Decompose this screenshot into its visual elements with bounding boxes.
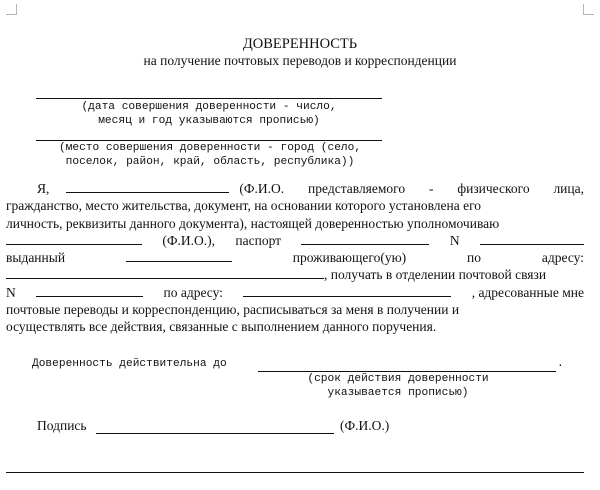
issued-by-blank — [126, 249, 232, 262]
date-caption: (дата совершения доверенности - число, месяц и год указываются прописью) — [81, 101, 337, 127]
signature-fio: (Ф.И.О.) — [340, 418, 390, 433]
paragraph-line: Я, (Ф.И.О. представляемого - физического лица, — [37, 181, 584, 196]
page-corner-mark — [6, 4, 17, 15]
validity-period: . — [557, 358, 564, 370]
represented-fio-blank — [66, 180, 229, 193]
signature-blank-line — [96, 433, 334, 434]
document-subtitle: на получение почтовых переводов и корреспонденции — [143, 53, 457, 68]
paragraph-line: , получать в отделении почтовой связи — [6, 266, 584, 283]
post-office-address-blank — [243, 284, 451, 297]
paragraph-line: гражданство, место жительства, документ, на основании которого установлена его — [6, 198, 482, 214]
date-blank-line — [36, 98, 382, 99]
document-title: ДОВЕРЕННОСТЬ — [242, 36, 358, 52]
validity-caption: (срок действия доверенности указывается прописью) — [307, 373, 489, 399]
main-paragraph — [6, 180, 584, 336]
paragraph-line: почтовые переводы и корреспонденцию, расписываться за меня в получении и — [6, 302, 460, 318]
authorized-fio-blank — [6, 232, 142, 245]
paragraph-line: личность, реквизиты данного документа), настоящей доверенностью уполномочиваю — [6, 215, 500, 231]
bottom-rule — [6, 472, 584, 473]
passport-blank — [301, 232, 429, 245]
paragraph-line: (Ф.И.О.), паспорт N — [6, 232, 584, 249]
paragraph-line: N по адресу: , адресованные мне — [6, 284, 584, 300]
signature-label: Подпись — [37, 418, 87, 433]
residence-address-blank — [6, 266, 324, 279]
place-caption: (место совершения доверенности - город (село, поселок, район, край, область, республика)) — [58, 142, 362, 168]
validity-label: Доверенность действительна до — [32, 358, 227, 370]
page-corner-mark — [583, 4, 594, 15]
post-office-number-blank — [36, 284, 143, 297]
passport-number-blank — [480, 232, 584, 245]
paragraph-line: осуществлять все действия, связанные с выполнением данного поручения. — [6, 319, 437, 335]
paragraph-line: выданный проживающего(ую) по адресу: — [6, 250, 584, 266]
